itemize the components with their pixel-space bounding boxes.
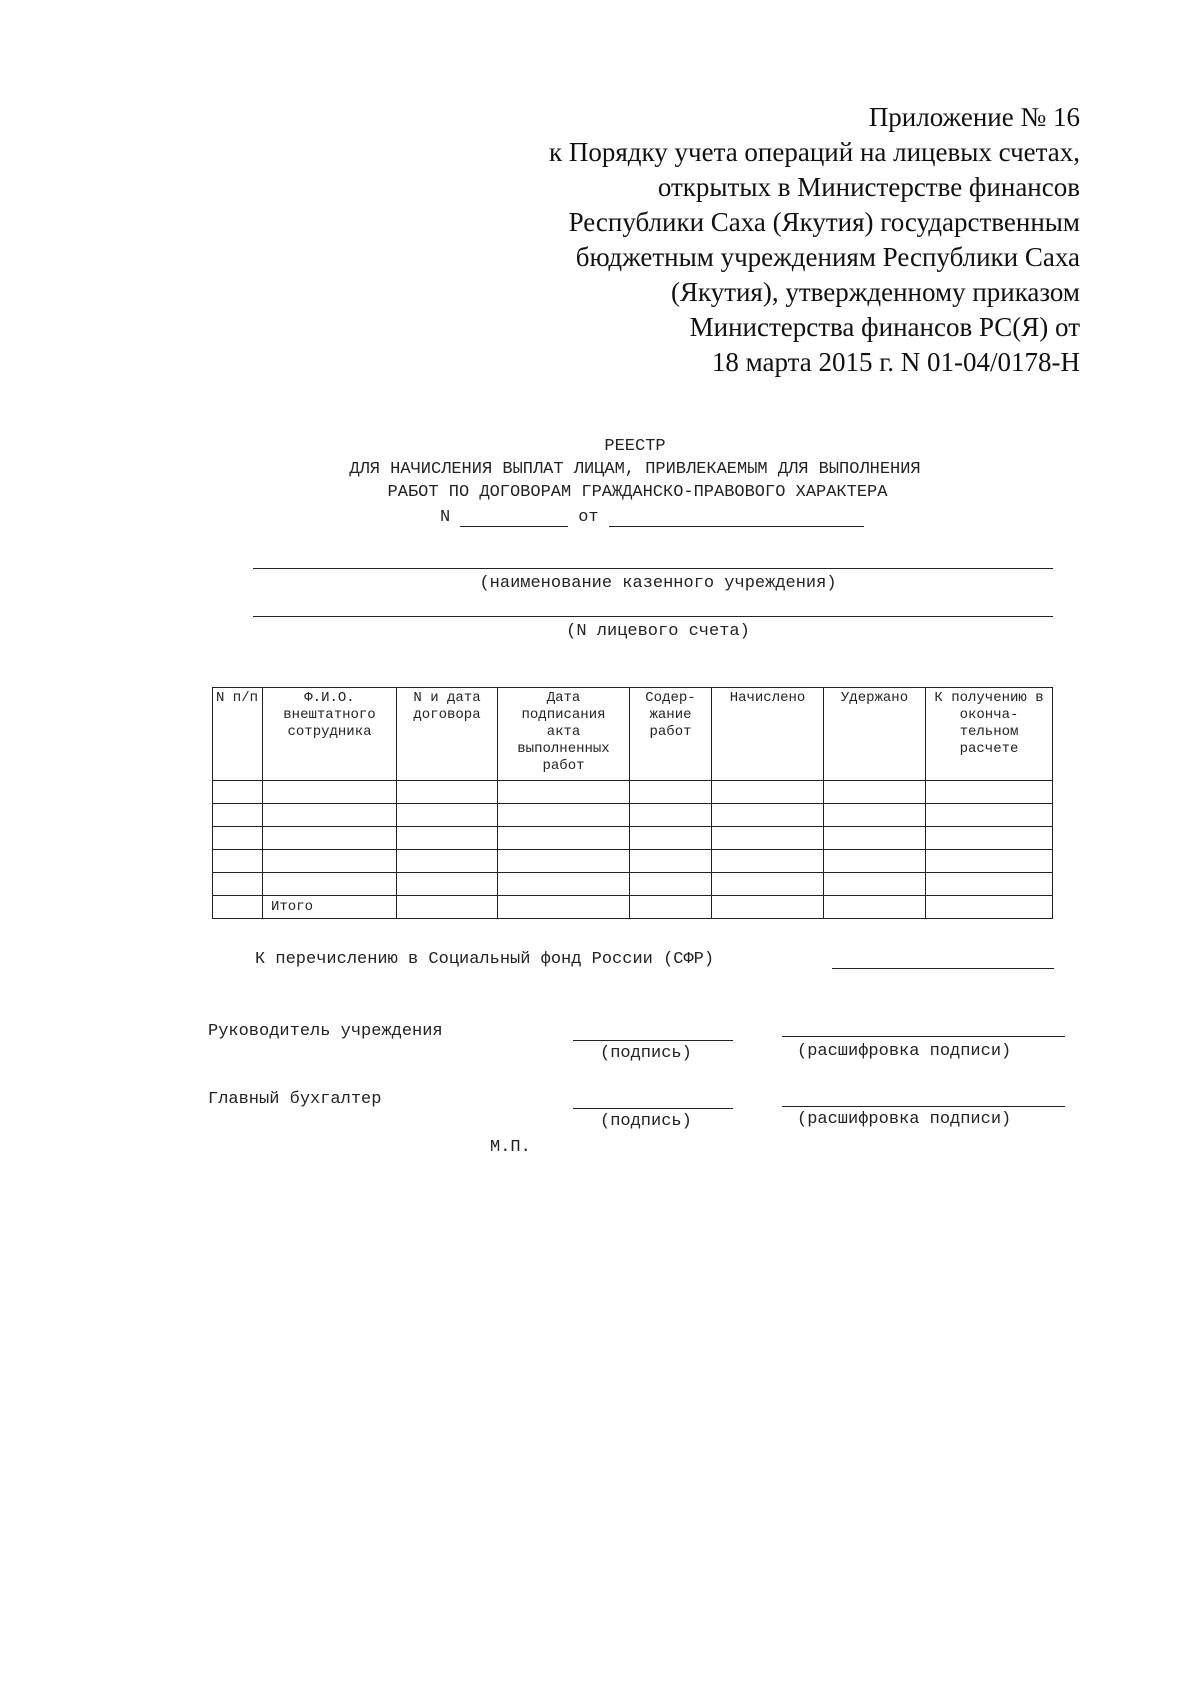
- table-cell[interactable]: [397, 781, 498, 804]
- table-cell[interactable]: [926, 850, 1053, 873]
- account-caption: (N лицевого счета): [566, 622, 750, 641]
- table-cell[interactable]: [498, 850, 630, 873]
- head-signature-line[interactable]: [573, 1040, 733, 1041]
- institution-name-line[interactable]: [253, 568, 1053, 569]
- table-cell[interactable]: [397, 804, 498, 827]
- column-header: Ф.И.О. внештатного сотрудника: [263, 688, 397, 781]
- table-cell[interactable]: [213, 873, 263, 896]
- table-cell[interactable]: [263, 873, 397, 896]
- register-number-line: [440, 508, 864, 527]
- table-cell[interactable]: [263, 850, 397, 873]
- from-label: от: [578, 508, 599, 527]
- signature-caption: (подпись): [600, 1112, 692, 1131]
- table-cell[interactable]: [498, 873, 630, 896]
- title-line: РЕЕСТР: [604, 437, 666, 456]
- table-cell[interactable]: [263, 827, 397, 850]
- table-cell[interactable]: [498, 827, 630, 850]
- account-number-line[interactable]: [253, 616, 1053, 617]
- table-cell[interactable]: [824, 896, 926, 919]
- table-cell[interactable]: [397, 873, 498, 896]
- column-header: Удержано: [824, 688, 926, 781]
- table-cell[interactable]: [213, 781, 263, 804]
- table-cell[interactable]: [630, 827, 712, 850]
- header-line: к Порядку учета операций на лицевых счетах,: [549, 137, 1080, 167]
- stamp-place: М.П.: [490, 1138, 531, 1157]
- accountant-decoding-line[interactable]: [782, 1106, 1065, 1107]
- table-cell[interactable]: [926, 873, 1053, 896]
- table-cell[interactable]: [712, 827, 824, 850]
- table-cell[interactable]: [926, 827, 1053, 850]
- number-label: N: [440, 508, 451, 527]
- header-line: бюджетным учреждениям Республики Саха: [575, 242, 1080, 272]
- decoding-caption: (расшифровка подписи): [797, 1110, 1012, 1129]
- column-header: N п/п: [213, 688, 263, 781]
- decoding-caption: (расшифровка подписи): [797, 1042, 1012, 1061]
- table-cell[interactable]: [926, 896, 1053, 919]
- head-label: Руководитель учреждения: [208, 1022, 443, 1041]
- table-cell[interactable]: [712, 781, 824, 804]
- total-label: Итого: [263, 896, 397, 919]
- date-field[interactable]: [609, 512, 864, 527]
- table-cell[interactable]: [630, 781, 712, 804]
- table-cell[interactable]: [824, 804, 926, 827]
- table-cell[interactable]: [397, 896, 498, 919]
- header-line: Приложение № 16: [868, 102, 1080, 132]
- table-cell[interactable]: [213, 850, 263, 873]
- table-cell[interactable]: [630, 896, 712, 919]
- head-decoding-line[interactable]: [782, 1036, 1065, 1037]
- header-line: открытых в Министерстве финансов: [657, 172, 1080, 202]
- table-cell[interactable]: [824, 873, 926, 896]
- sfr-transfer-amount-line[interactable]: [832, 968, 1054, 969]
- column-header: Содер- жание работ: [630, 688, 712, 781]
- total-row: [213, 896, 1053, 919]
- table-cell[interactable]: [712, 896, 824, 919]
- table-row: [213, 827, 1053, 850]
- table-cell[interactable]: [498, 804, 630, 827]
- table-row: [213, 804, 1053, 827]
- table-cell[interactable]: [630, 850, 712, 873]
- table-cell[interactable]: [824, 781, 926, 804]
- column-header: К получению в оконча- тельном расчете: [926, 688, 1053, 781]
- header-line: Министерства финансов РС(Я) от: [689, 312, 1080, 342]
- table-row: [213, 873, 1053, 896]
- table-cell[interactable]: [630, 873, 712, 896]
- document-title: [0, 435, 1200, 504]
- column-header: Дата подписания акта выполненных работ: [498, 688, 630, 781]
- table-row: [213, 850, 1053, 873]
- table-row: [213, 781, 1053, 804]
- table-cell[interactable]: [824, 827, 926, 850]
- column-header: Начислено: [712, 688, 824, 781]
- title-line: РАБОТ ПО ДОГОВОРАМ ГРАЖДАНСКО-ПРАВОВОГО ХАРАКТЕРА: [387, 483, 888, 502]
- accountant-label: Главный бухгалтер: [208, 1090, 382, 1109]
- signature-caption: (подпись): [600, 1044, 692, 1063]
- table-cell[interactable]: [498, 781, 630, 804]
- register-table: [212, 687, 1053, 919]
- table-cell: [213, 896, 263, 919]
- table-cell[interactable]: [213, 827, 263, 850]
- number-field[interactable]: [460, 512, 568, 527]
- table-cell[interactable]: [926, 781, 1053, 804]
- table-cell[interactable]: [630, 804, 712, 827]
- accountant-signature-line[interactable]: [573, 1108, 733, 1109]
- institution-caption: (наименование казенного учреждения): [479, 574, 837, 593]
- title-line: ДЛЯ НАЧИСЛЕНИЯ ВЫПЛАТ ЛИЦАМ, ПРИВЛЕКАЕМЫМ ДЛЯ ВЫПОЛНЕНИЯ: [349, 460, 921, 479]
- table-cell[interactable]: [263, 804, 397, 827]
- header-line: 18 марта 2015 г. N 01-04/0178-Н: [711, 347, 1080, 377]
- table-cell[interactable]: [712, 804, 824, 827]
- table-cell[interactable]: [213, 804, 263, 827]
- table-cell[interactable]: [498, 896, 630, 919]
- sfr-transfer-label: К перечислению в Социальный фонд России (СФР): [255, 950, 715, 969]
- table-cell[interactable]: [712, 850, 824, 873]
- table-cell[interactable]: [397, 827, 498, 850]
- header-line: Республики Саха (Якутия) государственным: [568, 207, 1080, 237]
- column-header: N и дата договора: [397, 688, 498, 781]
- table-cell[interactable]: [824, 850, 926, 873]
- table-cell[interactable]: [926, 804, 1053, 827]
- appendix-header: [549, 100, 1080, 380]
- table-cell[interactable]: [263, 781, 397, 804]
- table-header-row: [213, 688, 1053, 781]
- table-cell[interactable]: [712, 873, 824, 896]
- header-line: (Якутия), утвержденному приказом: [670, 277, 1080, 307]
- table-cell[interactable]: [397, 850, 498, 873]
